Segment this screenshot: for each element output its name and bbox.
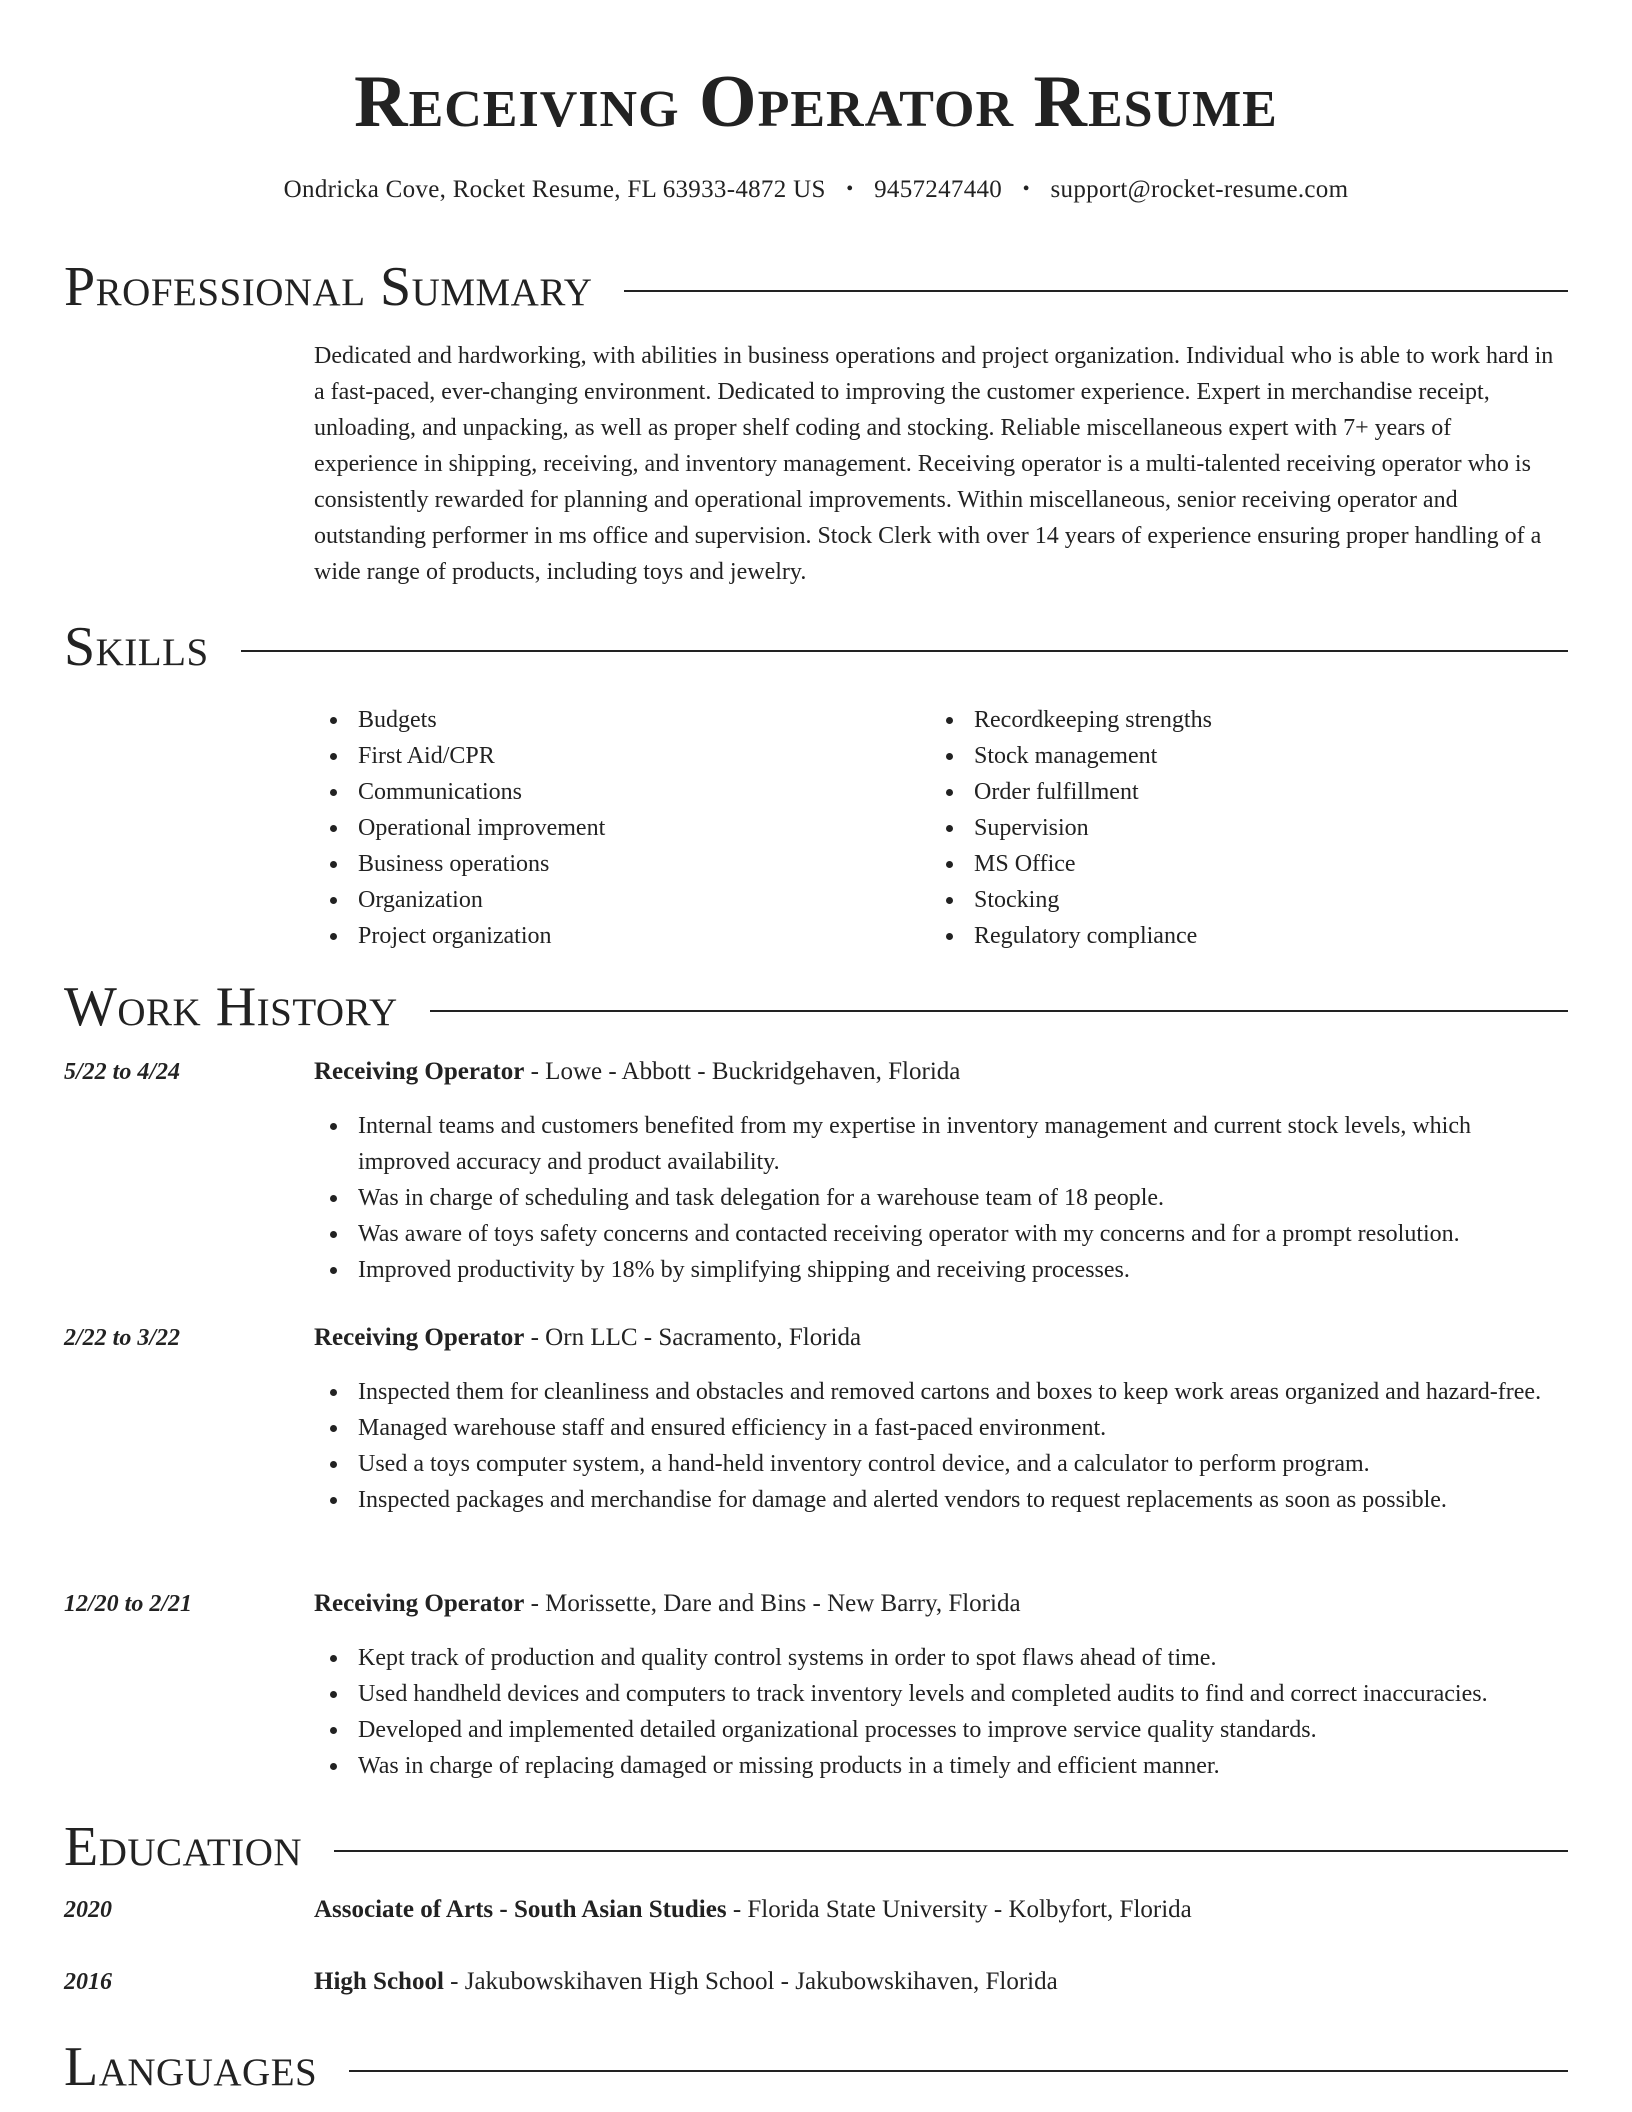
skill-item: Project organization: [314, 918, 914, 954]
job-heading: [314, 1320, 1554, 1356]
skill-item: Communications: [314, 774, 914, 810]
skill-item: Supervision: [930, 810, 1550, 846]
section-divider: [334, 1850, 1568, 1852]
skills-heading: Skills: [64, 616, 209, 678]
job-duties: [314, 1374, 1564, 1518]
job-duties: [314, 1640, 1564, 1784]
duty-item: Inspected packages and merchandise for damage and alerted vendors to request replacements as soon as possible.: [314, 1482, 1564, 1518]
education-degree: High School: [314, 1968, 444, 1995]
skill-item: Organization: [314, 882, 914, 918]
job-dates: 5/22 to 4/24: [64, 1059, 181, 1085]
duty-item: Used a toys computer system, a hand-held inventory control device, and a calculator to perform program.: [314, 1446, 1564, 1482]
contact-email: support@rocket-resume.com: [1050, 176, 1349, 203]
skill-item: Recordkeeping strengths: [930, 702, 1550, 738]
job-dates: 12/20 to 2/21: [64, 1591, 193, 1617]
duty-item: Developed and implemented detailed organizational processes to improve service quality standards.: [314, 1712, 1564, 1748]
skill-item: Order fulfillment: [930, 774, 1550, 810]
job-duties: [314, 1108, 1564, 1288]
section-divider: [349, 2070, 1568, 2072]
resume-title: Receiving Operator Resume: [354, 61, 1278, 143]
skill-item: Business operations: [314, 846, 914, 882]
section-divider: [241, 650, 1568, 652]
contact-address: Ondricka Cove, Rocket Resume, FL 63933-4872 US: [283, 176, 826, 203]
contact-separator: •: [1022, 178, 1030, 200]
job-employer: - Orn LLC - Sacramento, Florida: [524, 1324, 862, 1351]
summary-text: Dedicated and hardworking, with abilities in business operations and project organization. Individual who is able to work hard in a fast-paced, ever-changing environment. Dedicated to improving the customer experience. Expert in merchandise receipt, unloading, and unpacking, as well as proper shelf coding and stocking. Reliable miscellaneous expert with 7+ years of experience in shipping, receiving, and inventory management. Receiving operator is a multi-talented receiving operator who is consistently rewarded for planning and operational improvements. Within miscellaneous, senior receiving operator and outstanding performer in ms office and supervision. Stock Clerk with over 14 years of experience ensuring proper handling of a wide range of products, including toys and jewelry.: [314, 343, 1554, 585]
skill-item: Stock management: [930, 738, 1550, 774]
contact-line: [0, 176, 1632, 204]
duty-item: Internal teams and customers benefited from my expertise in inventory management and current stock levels, which improved accuracy and product availability.: [314, 1108, 1564, 1180]
education-school: - Jakubowskihaven High School - Jakubowskihaven, Florida: [443, 1968, 1058, 1995]
job-heading: [314, 1054, 1554, 1090]
education-heading: Education: [64, 1816, 303, 1878]
work-history-heading: Work History: [64, 976, 398, 1038]
skills-list-left: [314, 702, 914, 954]
education-degree: Associate of Arts - South Asian Studies: [314, 1896, 727, 1923]
duty-item: Was in charge of replacing damaged or missing products in a timely and efficient manner.: [314, 1748, 1564, 1784]
duty-item: Managed warehouse staff and ensured efficiency in a fast-paced environment.: [314, 1410, 1564, 1446]
section-divider: [624, 290, 1568, 292]
education-year: 2020: [64, 1897, 112, 1923]
summary-heading: Professional Summary: [64, 256, 593, 318]
skill-item: First Aid/CPR: [314, 738, 914, 774]
education-school: - Florida State University - Kolbyfort, Florida: [726, 1896, 1192, 1923]
job-dates: 2/22 to 3/22: [64, 1325, 181, 1351]
work-history-section-heading: [64, 972, 1568, 1042]
education-section-heading: [64, 1812, 1568, 1882]
job-title: Receiving Operator: [314, 1324, 525, 1351]
job-title: Receiving Operator: [314, 1058, 525, 1085]
duty-item: Improved productivity by 18% by simplifying shipping and receiving processes.: [314, 1252, 1564, 1288]
job-title: Receiving Operator: [314, 1590, 525, 1617]
section-divider: [430, 1010, 1568, 1012]
skill-item: Budgets: [314, 702, 914, 738]
contact-phone: 9457247440: [874, 176, 1003, 203]
duty-item: Was in charge of scheduling and task delegation for a warehouse team of 18 people.: [314, 1180, 1564, 1216]
education-entry: [314, 1964, 1554, 2000]
duty-item: Used handheld devices and computers to track inventory levels and completed audits to find and correct inaccuracies.: [314, 1676, 1564, 1712]
skill-item: MS Office: [930, 846, 1550, 882]
skills-list-right: [930, 702, 1550, 954]
duty-item: Kept track of production and quality control systems in order to spot flaws ahead of time.: [314, 1640, 1564, 1676]
job-heading: [314, 1586, 1554, 1622]
duty-item: Was aware of toys safety concerns and contacted receiving operator with my concerns and for a prompt resolution.: [314, 1216, 1564, 1252]
languages-heading: Languages: [64, 2036, 318, 2098]
job-employer: - Morissette, Dare and Bins - New Barry, Florida: [524, 1590, 1021, 1617]
skill-item: Stocking: [930, 882, 1550, 918]
languages-section-heading: [64, 2032, 1568, 2102]
contact-separator: •: [846, 178, 854, 200]
education-year: 2016: [64, 1969, 112, 1995]
summary-section-heading: [64, 252, 1568, 322]
skill-item: Operational improvement: [314, 810, 914, 846]
skill-item: Regulatory compliance: [930, 918, 1550, 954]
skills-section-heading: [64, 612, 1568, 682]
duty-item: Inspected them for cleanliness and obstacles and removed cartons and boxes to keep work areas organized and hazard-free.: [314, 1374, 1564, 1410]
education-entry: [314, 1892, 1554, 1928]
job-employer: - Lowe - Abbott - Buckridgehaven, Florida: [524, 1058, 961, 1085]
